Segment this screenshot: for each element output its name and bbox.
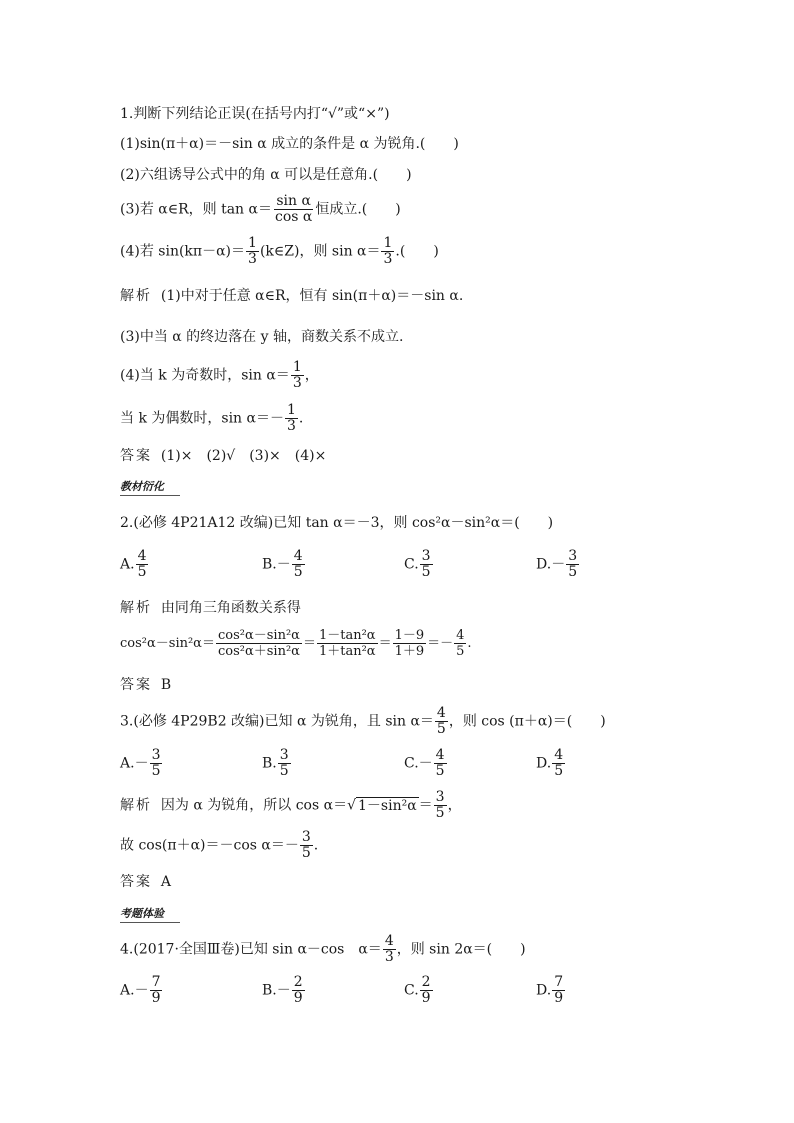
option-label: A. <box>120 755 135 772</box>
answer-text: B <box>160 677 172 693</box>
fraction <box>566 549 579 580</box>
denominator: 3 <box>383 251 393 267</box>
q3-title-pre: 3.(必修 4P29B2 改编)已知 α 为锐角，且 sin α＝ <box>120 713 434 730</box>
numerator: 4 <box>435 747 445 763</box>
analysis-text: . <box>313 837 319 854</box>
analysis-text: (1)中对于任意 α∈R，恒有 sin(π＋α)＝－sin α. <box>160 288 464 304</box>
fraction <box>454 628 466 659</box>
numerator: 4 <box>554 747 564 763</box>
fraction <box>246 236 259 267</box>
numerator: 2 <box>421 974 431 990</box>
numerator: 3 <box>279 747 289 763</box>
q3-analysis-1 <box>120 790 462 821</box>
numerator: 3 <box>435 789 445 805</box>
q1-statement-1: (1)sin(π＋α)＝－sin α 成立的条件是 α 为锐角.( ) <box>120 136 459 152</box>
denominator: 3 <box>286 418 296 434</box>
option-label: D. <box>536 755 552 772</box>
q4-title-pre: 4.(2017·全国Ⅲ卷)已知 sin α－cos α＝ <box>120 941 382 958</box>
denominator: 5 <box>456 644 465 659</box>
analysis-text: ， <box>304 367 319 384</box>
q4-title <box>120 934 526 965</box>
denominator: 5 <box>435 763 445 779</box>
numerator: 3 <box>301 829 311 845</box>
equals-negative: ＝－ <box>427 636 454 651</box>
q1-analysis-4a <box>120 360 319 391</box>
denominator: cos α <box>274 209 313 225</box>
option-sign: － <box>551 556 566 573</box>
fraction <box>393 628 427 659</box>
option-label: C. <box>404 755 419 772</box>
denominator: 3 <box>384 949 394 965</box>
analysis-text: 故 cos(π＋α)＝－cos α＝－ <box>120 837 299 854</box>
q2-answer <box>120 675 171 695</box>
denominator: 9 <box>554 990 564 1006</box>
denominator: 5 <box>137 564 147 580</box>
answer-label: 答案 <box>120 448 152 464</box>
answer-label: 答案 <box>120 677 152 693</box>
fraction <box>216 628 302 659</box>
fraction <box>552 748 565 779</box>
q1-s3-pre: (3)若 α∈R，则 tan α＝ <box>120 201 272 218</box>
answer-text: (1)× (2)√ (3)× (4)× <box>160 448 327 464</box>
numerator: 1 <box>286 402 296 418</box>
numerator: 4 <box>384 933 394 949</box>
analysis-label: 解析 <box>120 797 152 814</box>
option-label: B. <box>262 755 277 772</box>
fraction <box>300 830 313 861</box>
formula-lhs: cos²α－sin²α＝ <box>120 636 215 651</box>
fraction <box>273 194 314 225</box>
q1-s3-post: 恒成立.( ) <box>315 201 401 218</box>
option-sign: － <box>276 556 291 573</box>
option-label: A. <box>120 982 135 999</box>
analysis-text: . <box>298 410 304 427</box>
fraction <box>150 975 163 1006</box>
radicand: 1－sin²α <box>358 797 417 814</box>
analysis-text: (4)当 k 为奇数时，sin α＝ <box>120 367 290 384</box>
q2-option-b <box>262 549 306 580</box>
option-label: A. <box>120 556 135 573</box>
fraction <box>292 549 305 580</box>
denominator: 3 <box>292 375 302 391</box>
option-sign: － <box>134 982 149 999</box>
q2-formula <box>120 628 472 659</box>
fraction <box>292 975 305 1006</box>
numerator: 3 <box>568 548 578 564</box>
q1-analysis-3: (3)中当 α 的终边落在 y 轴，商数关系不成立. <box>120 329 404 345</box>
numerator: sin α <box>276 193 311 209</box>
q3-option-c <box>404 748 448 779</box>
q3-option-b <box>262 748 292 779</box>
option-sign: － <box>276 982 291 999</box>
analysis-text: ， <box>447 797 462 814</box>
q1-s4-pre: (4)若 sin(kπ－α)＝ <box>120 243 246 260</box>
option-sign: － <box>418 755 433 772</box>
q3-analysis-2 <box>120 830 318 861</box>
fraction <box>285 403 298 434</box>
q4-option-c <box>404 975 434 1006</box>
fraction <box>381 236 394 267</box>
numerator: 4 <box>293 548 303 564</box>
q3-option-d <box>536 748 566 779</box>
fraction <box>278 748 291 779</box>
denominator: 3 <box>248 251 257 267</box>
fraction <box>150 748 163 779</box>
option-label: D. <box>536 982 552 999</box>
option-label: B. <box>262 556 277 573</box>
answer-label: 答案 <box>120 874 152 890</box>
fraction <box>420 549 433 580</box>
option-label: C. <box>404 556 419 573</box>
denominator: 5 <box>568 564 578 580</box>
denominator: 5 <box>279 763 289 779</box>
denominator: 5 <box>554 763 564 779</box>
q1-answer <box>120 446 326 466</box>
numerator: 7 <box>151 974 161 990</box>
analysis-text: 当 k 为偶数时，sin α＝－ <box>120 410 284 427</box>
numerator: 7 <box>554 974 564 990</box>
answer-text: A <box>160 874 172 890</box>
numerator: 3 <box>151 747 161 763</box>
option-label: C. <box>404 982 419 999</box>
denominator: 9 <box>421 990 431 1006</box>
q1-statement-2: (2)六组诱导公式中的角 α 可以是任意角.( ) <box>120 167 412 183</box>
fraction <box>435 706 448 737</box>
q2-option-d <box>536 549 580 580</box>
q2-analysis <box>120 598 301 618</box>
fraction <box>434 748 447 779</box>
denominator: 5 <box>151 763 161 779</box>
q4-option-b <box>262 975 306 1006</box>
q1-statement-3 <box>120 194 401 225</box>
numerator: 2 <box>293 974 303 990</box>
q2-title: 2.(必修 4P21A12 改编)已知 tan α＝－3，则 cos²α－sin²α＝( ) <box>120 515 554 531</box>
q2-option-c <box>404 549 434 580</box>
analysis-text: 因为 α 为锐角，所以 cos α＝√ <box>160 797 356 814</box>
option-label: B. <box>262 982 277 999</box>
numerator: 4 <box>456 628 465 643</box>
q1-s4-post: .( ) <box>395 243 439 260</box>
fraction <box>317 628 378 659</box>
denominator: 5 <box>435 805 445 821</box>
numerator: cos²α－sin²α <box>217 628 300 643</box>
numerator: 4 <box>137 548 147 564</box>
numerator: 1 <box>292 359 302 375</box>
denominator: 1＋9 <box>394 644 425 659</box>
numerator: 1－9 <box>394 628 425 643</box>
equals: ＝ <box>418 797 433 814</box>
q3-answer <box>120 872 171 892</box>
analysis-text: 由同角三角函数关系得 <box>160 600 301 616</box>
denominator: 5 <box>436 721 446 737</box>
equals: ＝ <box>378 636 392 651</box>
option-label: D. <box>536 556 552 573</box>
fraction <box>383 934 396 965</box>
q1-statement-4 <box>120 236 439 267</box>
analysis-label: 解析 <box>120 288 152 304</box>
numerator: 3 <box>421 548 431 564</box>
fraction <box>552 975 565 1006</box>
option-sign: － <box>134 755 149 772</box>
q4-option-a <box>120 975 163 1006</box>
q1-analysis-1 <box>120 286 463 306</box>
denominator: 9 <box>151 990 161 1006</box>
analysis-label: 解析 <box>120 600 152 616</box>
fraction <box>291 360 304 391</box>
section-tag-exam: 考题体验 <box>120 905 180 923</box>
q4-option-d <box>536 975 566 1006</box>
numerator: 4 <box>436 705 446 721</box>
q3-option-a <box>120 748 163 779</box>
q3-title-post: ，则 cos (π＋α)＝( ) <box>448 713 606 730</box>
denominator: 5 <box>421 564 431 580</box>
q1-analysis-4b <box>120 403 303 434</box>
numerator: 1 <box>383 235 393 251</box>
section-tag-textbook: 教材衍化 <box>120 478 180 496</box>
q1-title: 1.判断下列结论正误(在括号内打“√”或“×”) <box>120 106 390 122</box>
denominator: 5 <box>293 564 303 580</box>
q2-option-a <box>120 549 149 580</box>
denominator: 5 <box>301 845 311 861</box>
q4-title-post: ，则 sin 2α＝( ) <box>396 941 526 958</box>
q1-s4-mid: (k∈Z)，则 sin α＝ <box>259 243 381 260</box>
denominator: cos²α＋sin²α <box>217 644 300 659</box>
fraction <box>136 549 149 580</box>
equals: ＝ <box>302 636 316 651</box>
q3-title <box>120 706 606 737</box>
numerator: 1 <box>248 235 257 251</box>
fraction <box>420 975 433 1006</box>
denominator: 9 <box>293 990 303 1006</box>
denominator: 1＋tan²α <box>318 644 376 659</box>
formula-end: . <box>467 636 472 651</box>
fraction <box>434 790 447 821</box>
numerator: 1－tan²α <box>318 628 376 643</box>
